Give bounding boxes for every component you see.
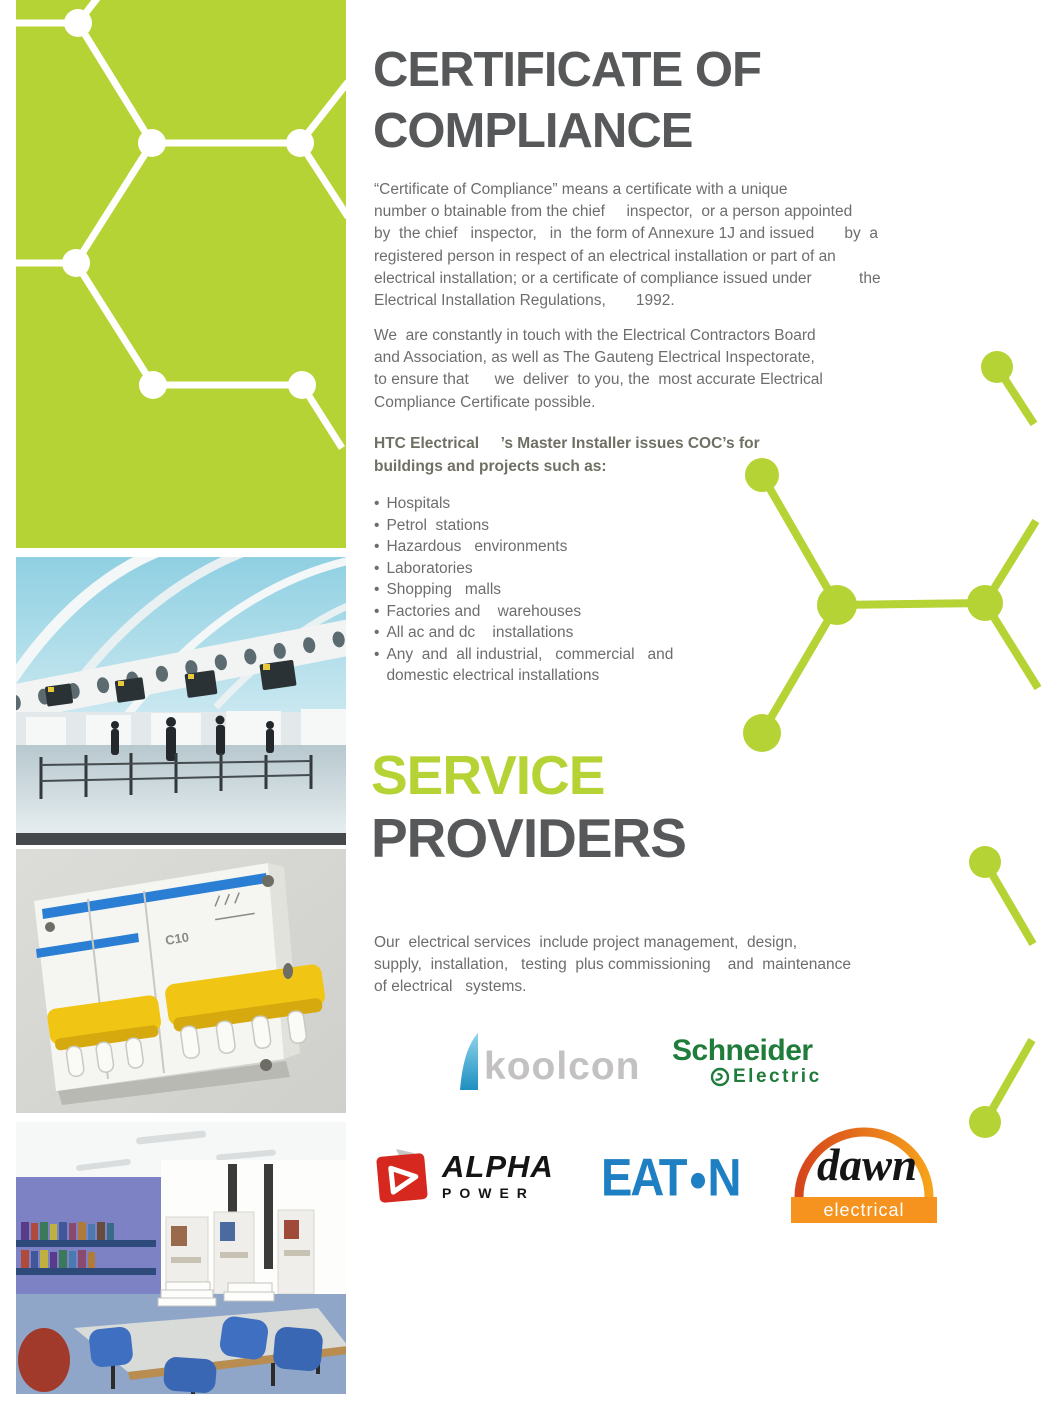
schneider-mark-icon [710,1067,730,1087]
schneider-wordmark: Schneider [672,1034,813,1067]
dawn-electrical-logo [789,1121,939,1221]
breaker-label: C10 [164,929,191,948]
alpha-wordmark: ALPHA [442,1148,554,1184]
koolcon-wordmark: koolcon [484,1045,641,1088]
coc-bullet-list [374,493,738,687]
eaton-wordmark-right: N [707,1147,740,1207]
alpha-power-icon [374,1147,432,1205]
list-item: • Hospitals [374,493,738,515]
power-wordmark: POWER [442,1184,535,1201]
photo-circuit-breakers [16,849,346,1113]
photo-airport-terminal [16,557,346,845]
list-item: • Any and all industrial, commercial and domestic electrical installations [374,644,738,687]
eaton-logo [601,1146,739,1208]
service-providers-title [371,744,686,870]
photo-library [16,1122,346,1394]
page-title-line2: COMPLIANCE [373,104,693,158]
page-title [373,40,761,162]
providers-word: PROVIDERS [371,807,686,869]
koolcon-logo [458,1032,641,1090]
schneider-electric-logo [672,1036,842,1088]
definition-paragraph: “Certificate of Compliance” means a certificate with a unique number o btainable from the chief inspector, or a person appointed by the chief inspector, in the form of Annexure 1J and issued by a registered person in respect of an electrical installation or part of an electrical installation; or a certificate of compliance issued under the Electrical Installation Regulations, 1992. [374,181,881,310]
list-item: • Shopping malls [374,579,738,601]
dawn-wordmark: dawn [816,1140,918,1190]
list-item: • Petrol stations [374,515,738,537]
alpha-power-logo [374,1147,554,1205]
list-item: • Hazardous environments [374,536,738,558]
green-hex-panel [16,0,346,548]
page-title-line1: CERTIFICATE OF [373,43,761,97]
list-item: • Factories and warehouses [374,601,738,623]
eaton-wordmark-left: EAT [601,1147,686,1207]
eaton-dot-icon [691,1172,705,1188]
inspectorate-paragraph: We are constantly in touch with the Electrical Contractors Board and Association, as well as The Gauteng Electrical Inspectorate, to ensure that we deliver to you, the most accurate Electrical Compliance Certificate possible. [374,327,823,411]
service-word: SERVICE [371,744,605,806]
koolcon-sail-icon [458,1032,480,1090]
list-item: • Laboratories [374,558,738,580]
services-paragraph: Our electrical services include project management, design, supply, installation, testing plus commissioning and maintenance of electrical systems. [374,934,852,996]
coc-subheading: HTC Electrical ’s Master Installer issues COC’s for buildings and projects such as: [374,435,760,475]
list-item: • All ac and dc installations [374,622,738,644]
electric-wordmark: Electric [733,1066,822,1087]
green-molecule-decor [740,350,1050,1140]
electrical-banner: electrical [791,1197,937,1223]
hexagon-molecule-pattern [16,0,346,548]
